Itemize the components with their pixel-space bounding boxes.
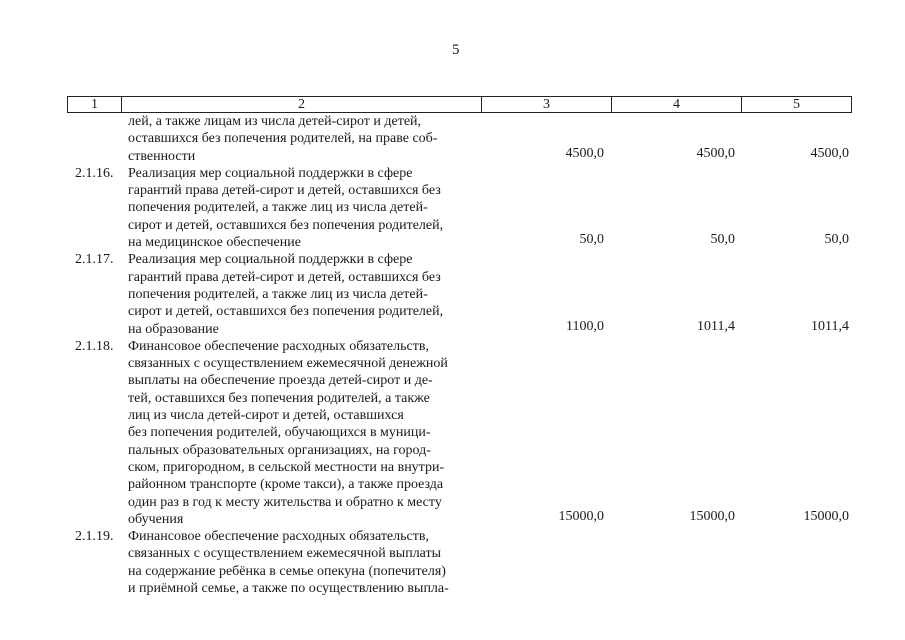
- text-line: связанных с осуществлением ежемесячной денежной: [128, 356, 448, 372]
- text-line: лей, а также лицам из числа детей-сирот и детей,: [128, 114, 422, 129]
- amount-col5: 4500,0: [810, 145, 849, 161]
- text-line: ственности: [128, 148, 196, 164]
- amount-col5: 50,0: [824, 232, 849, 248]
- item-number: 2.1.17.: [75, 252, 114, 268]
- header-cell-col4: 4: [612, 97, 742, 112]
- amount-col5: 1011,4: [811, 318, 849, 334]
- page-number: 5: [452, 42, 460, 58]
- table-row-continuation: [67, 113, 852, 165]
- header-cell-col1: 1: [68, 97, 122, 112]
- text-line: пальных образовательных организациях, на город-: [128, 442, 431, 458]
- text-line: Финансовое обеспечение расходных обязательств,: [128, 529, 429, 545]
- header-cell-col2: 2: [122, 97, 482, 112]
- amount-col4: 50,0: [710, 232, 735, 248]
- table-row: [67, 251, 852, 338]
- amount-col5: 15000,0: [803, 508, 849, 524]
- text-line: тей, оставшихся без попечения родителей, а также: [128, 390, 430, 406]
- text-line: оставшихся без попечения родителей, на праве соб-: [128, 131, 438, 147]
- table-row: [67, 338, 852, 528]
- item-number: 2.1.16.: [75, 165, 114, 181]
- text-line: попечения родителей, а также лиц из числа детей-: [128, 200, 428, 216]
- item-description: [128, 165, 538, 251]
- text-line: на медицинское обеспечение: [128, 235, 301, 251]
- text-line: обучения: [128, 511, 184, 527]
- text-line: на содержание ребёнка в семье опекуна (попечителя): [128, 563, 446, 579]
- item-description: [128, 528, 538, 597]
- amount-col3: 15000,0: [558, 508, 604, 524]
- table-row: [67, 528, 852, 597]
- item-number: 2.1.18.: [75, 338, 114, 354]
- text-line: Реализация мер социальной поддержки в сфере: [128, 165, 413, 181]
- text-line: и приёмной семье, а также по осуществлению выпла-: [128, 581, 449, 597]
- text-line: без попечения родителей, обучающихся в муници-: [128, 425, 431, 441]
- item-number: 2.1.19.: [75, 529, 114, 545]
- table-body: [67, 113, 852, 597]
- text-line: на образование: [128, 321, 219, 337]
- header-cell-col5: 5: [793, 97, 800, 112]
- amount-col3: 50,0: [579, 232, 604, 248]
- text-line: связанных с осуществлением ежемесячной выплаты: [128, 546, 442, 562]
- text-line: лиц из числа детей-сирот и детей, оставшихся: [128, 408, 404, 424]
- text-line: ском, пригородном, в сельской местности на внутри-: [128, 459, 445, 475]
- text-line: сирот и детей, оставшихся без попечения родителей,: [128, 304, 444, 320]
- text-line: Реализация мер социальной поддержки в сфере: [128, 252, 413, 268]
- amount-col3: 1100,0: [566, 318, 604, 334]
- amount-col3: 4500,0: [565, 145, 604, 161]
- table-header-row: [67, 96, 852, 113]
- text-line: районном транспорте (кроме такси), а также проезда: [128, 477, 444, 493]
- text-line: гарантий права детей-сирот и детей, оставшихся без: [128, 183, 441, 199]
- text-line: выплаты на обеспечение проезда детей-сирот и де-: [128, 373, 433, 389]
- header-cell-col3: 3: [482, 97, 612, 112]
- amount-col4: 4500,0: [696, 145, 735, 161]
- text-line: попечения родителей, а также лиц из числа детей-: [128, 286, 428, 302]
- text-line: гарантий права детей-сирот и детей, оставшихся без: [128, 269, 441, 285]
- table-row: [67, 165, 852, 252]
- text-line: один раз в год к месту жительства и обратно к месту: [128, 494, 442, 510]
- item-description: [128, 338, 538, 528]
- text-line: сирот и детей, оставшихся без попечения родителей,: [128, 217, 444, 233]
- item-description: [128, 251, 538, 337]
- amount-col4: 15000,0: [689, 508, 735, 524]
- amount-col4: 1011,4: [697, 318, 735, 334]
- item-description: [128, 113, 538, 165]
- text-line: Финансовое обеспечение расходных обязательств,: [128, 338, 429, 354]
